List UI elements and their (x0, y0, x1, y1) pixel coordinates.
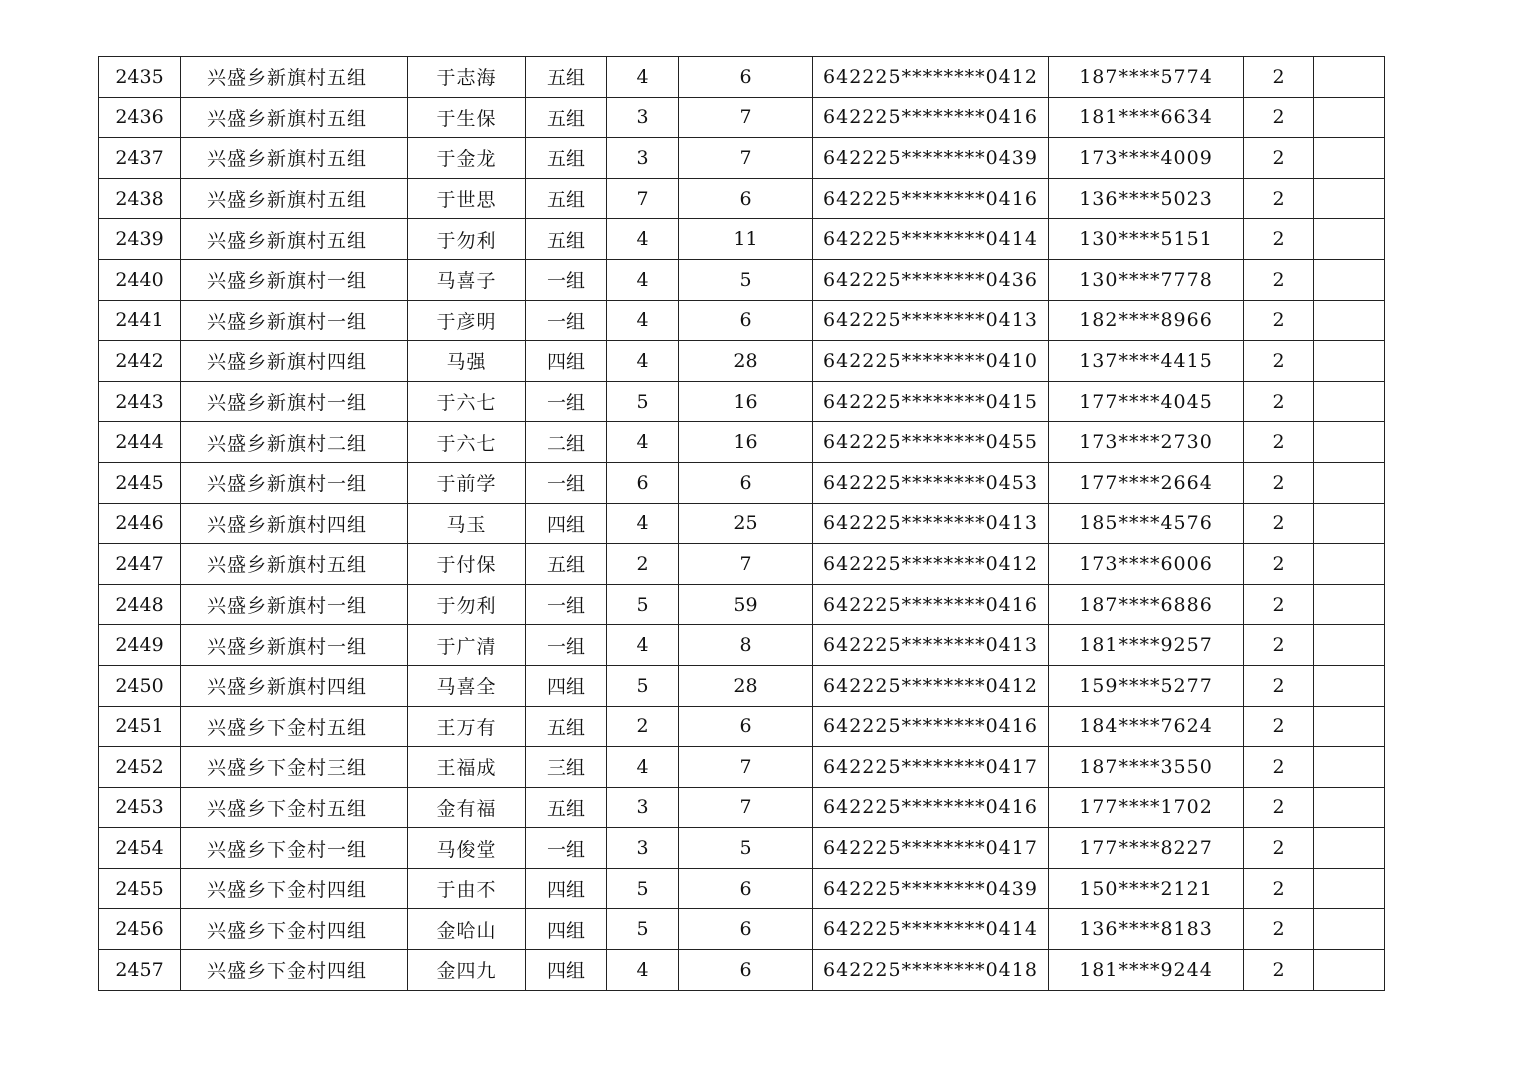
cell-address: 兴盛乡新旗村一组 (181, 584, 408, 625)
cell-count: 4 (607, 422, 679, 463)
cell-phone: 136****5023 (1049, 178, 1244, 219)
cell-note (1314, 503, 1385, 544)
cell-level: 2 (1244, 462, 1314, 503)
cell-id-number: 642225********0439 (813, 138, 1049, 179)
cell-serial-number: 2438 (99, 178, 181, 219)
cell-phone: 181****9244 (1049, 950, 1244, 991)
table-row (99, 300, 1385, 341)
cell-name: 马玉 (408, 503, 526, 544)
cell-count: 5 (607, 584, 679, 625)
cell-years: 6 (679, 868, 813, 909)
cell-serial-number: 2445 (99, 462, 181, 503)
cell-address: 兴盛乡新旗村四组 (181, 665, 408, 706)
table-row (99, 544, 1385, 585)
cell-address: 兴盛乡下金村一组 (181, 828, 408, 869)
cell-name: 王万有 (408, 706, 526, 747)
cell-group: 四组 (526, 909, 607, 950)
cell-years: 59 (679, 584, 813, 625)
cell-note (1314, 787, 1385, 828)
cell-id-number: 642225********0417 (813, 828, 1049, 869)
cell-group: 四组 (526, 665, 607, 706)
table-row (99, 219, 1385, 260)
table-row (99, 259, 1385, 300)
cell-id-number: 642225********0410 (813, 341, 1049, 382)
cell-address: 兴盛乡新旗村五组 (181, 178, 408, 219)
cell-level: 2 (1244, 259, 1314, 300)
cell-note (1314, 259, 1385, 300)
cell-id-number: 642225********0412 (813, 57, 1049, 98)
cell-address: 兴盛乡下金村三组 (181, 747, 408, 788)
cell-serial-number: 2436 (99, 97, 181, 138)
cell-address: 兴盛乡新旗村五组 (181, 138, 408, 179)
cell-address: 兴盛乡新旗村五组 (181, 219, 408, 260)
cell-id-number: 642225********0412 (813, 665, 1049, 706)
table-row (99, 462, 1385, 503)
cell-group: 二组 (526, 422, 607, 463)
cell-serial-number: 2435 (99, 57, 181, 98)
cell-note (1314, 422, 1385, 463)
table-row (99, 381, 1385, 422)
table-row (99, 828, 1385, 869)
cell-address: 兴盛乡新旗村五组 (181, 97, 408, 138)
cell-name: 金有福 (408, 787, 526, 828)
cell-phone: 184****7624 (1049, 706, 1244, 747)
cell-phone: 182****8966 (1049, 300, 1244, 341)
cell-group: 一组 (526, 259, 607, 300)
cell-count: 4 (607, 259, 679, 300)
cell-level: 2 (1244, 787, 1314, 828)
cell-serial-number: 2450 (99, 665, 181, 706)
cell-level: 2 (1244, 381, 1314, 422)
cell-level: 2 (1244, 950, 1314, 991)
cell-id-number: 642225********0439 (813, 868, 1049, 909)
cell-serial-number: 2446 (99, 503, 181, 544)
cell-group: 三组 (526, 747, 607, 788)
cell-phone: 177****2664 (1049, 462, 1244, 503)
cell-level: 2 (1244, 341, 1314, 382)
cell-group: 四组 (526, 341, 607, 382)
cell-phone: 130****5151 (1049, 219, 1244, 260)
cell-name: 于六七 (408, 422, 526, 463)
table-row (99, 950, 1385, 991)
cell-years: 5 (679, 828, 813, 869)
cell-count: 3 (607, 97, 679, 138)
cell-name: 马俊堂 (408, 828, 526, 869)
cell-id-number: 642225********0412 (813, 544, 1049, 585)
cell-serial-number: 2442 (99, 341, 181, 382)
cell-level: 2 (1244, 422, 1314, 463)
cell-count: 4 (607, 300, 679, 341)
cell-id-number: 642225********0416 (813, 178, 1049, 219)
cell-count: 2 (607, 544, 679, 585)
cell-years: 7 (679, 97, 813, 138)
cell-address: 兴盛乡新旗村一组 (181, 462, 408, 503)
cell-group: 五组 (526, 97, 607, 138)
table-row (99, 584, 1385, 625)
cell-address: 兴盛乡新旗村一组 (181, 625, 408, 666)
cell-phone: 177****4045 (1049, 381, 1244, 422)
cell-name: 于前学 (408, 462, 526, 503)
cell-phone: 130****7778 (1049, 259, 1244, 300)
cell-level: 2 (1244, 57, 1314, 98)
cell-serial-number: 2449 (99, 625, 181, 666)
cell-phone: 177****8227 (1049, 828, 1244, 869)
cell-years: 6 (679, 57, 813, 98)
cell-note (1314, 584, 1385, 625)
table-row (99, 138, 1385, 179)
cell-address: 兴盛乡新旗村四组 (181, 341, 408, 382)
cell-level: 2 (1244, 868, 1314, 909)
cell-group: 五组 (526, 219, 607, 260)
cell-count: 4 (607, 219, 679, 260)
cell-count: 4 (607, 503, 679, 544)
cell-note (1314, 544, 1385, 585)
cell-name: 马喜全 (408, 665, 526, 706)
table-row (99, 341, 1385, 382)
cell-count: 5 (607, 665, 679, 706)
cell-note (1314, 300, 1385, 341)
cell-serial-number: 2453 (99, 787, 181, 828)
cell-group: 一组 (526, 462, 607, 503)
cell-group: 四组 (526, 950, 607, 991)
cell-address: 兴盛乡下金村五组 (181, 706, 408, 747)
table-row (99, 503, 1385, 544)
cell-group: 一组 (526, 381, 607, 422)
cell-years: 25 (679, 503, 813, 544)
cell-note (1314, 747, 1385, 788)
cell-note (1314, 341, 1385, 382)
cell-note (1314, 625, 1385, 666)
cell-phone: 173****6006 (1049, 544, 1244, 585)
cell-serial-number: 2455 (99, 868, 181, 909)
cell-note (1314, 57, 1385, 98)
cell-level: 2 (1244, 909, 1314, 950)
cell-years: 7 (679, 787, 813, 828)
cell-level: 2 (1244, 828, 1314, 869)
cell-id-number: 642225********0455 (813, 422, 1049, 463)
cell-address: 兴盛乡新旗村一组 (181, 381, 408, 422)
cell-note (1314, 706, 1385, 747)
cell-name: 马喜子 (408, 259, 526, 300)
cell-level: 2 (1244, 300, 1314, 341)
cell-group: 五组 (526, 706, 607, 747)
cell-serial-number: 2441 (99, 300, 181, 341)
cell-id-number: 642225********0416 (813, 97, 1049, 138)
cell-phone: 185****4576 (1049, 503, 1244, 544)
cell-name: 于彦明 (408, 300, 526, 341)
cell-serial-number: 2454 (99, 828, 181, 869)
table-row (99, 665, 1385, 706)
cell-years: 7 (679, 747, 813, 788)
cell-count: 4 (607, 341, 679, 382)
cell-note (1314, 665, 1385, 706)
records-table-body (99, 57, 1385, 991)
records-table (98, 56, 1385, 991)
cell-note (1314, 178, 1385, 219)
cell-group: 五组 (526, 544, 607, 585)
cell-count: 5 (607, 381, 679, 422)
cell-phone: 173****4009 (1049, 138, 1244, 179)
cell-count: 5 (607, 909, 679, 950)
table-row (99, 787, 1385, 828)
cell-phone: 177****1702 (1049, 787, 1244, 828)
cell-years: 6 (679, 706, 813, 747)
cell-years: 6 (679, 950, 813, 991)
cell-address: 兴盛乡新旗村四组 (181, 503, 408, 544)
cell-phone: 187****5774 (1049, 57, 1244, 98)
cell-address: 兴盛乡新旗村五组 (181, 57, 408, 98)
cell-serial-number: 2456 (99, 909, 181, 950)
cell-serial-number: 2447 (99, 544, 181, 585)
cell-count: 3 (607, 828, 679, 869)
cell-years: 7 (679, 544, 813, 585)
cell-phone: 137****4415 (1049, 341, 1244, 382)
cell-serial-number: 2444 (99, 422, 181, 463)
cell-level: 2 (1244, 503, 1314, 544)
cell-id-number: 642225********0414 (813, 909, 1049, 950)
cell-id-number: 642225********0413 (813, 503, 1049, 544)
cell-phone: 136****8183 (1049, 909, 1244, 950)
cell-name: 于由不 (408, 868, 526, 909)
cell-name: 于六七 (408, 381, 526, 422)
cell-years: 16 (679, 422, 813, 463)
cell-serial-number: 2457 (99, 950, 181, 991)
table-row (99, 747, 1385, 788)
cell-note (1314, 97, 1385, 138)
cell-name: 金四九 (408, 950, 526, 991)
table-row (99, 422, 1385, 463)
cell-address: 兴盛乡下金村四组 (181, 868, 408, 909)
cell-note (1314, 381, 1385, 422)
cell-phone: 173****2730 (1049, 422, 1244, 463)
cell-level: 2 (1244, 747, 1314, 788)
cell-name: 于勿利 (408, 584, 526, 625)
cell-phone: 181****9257 (1049, 625, 1244, 666)
cell-note (1314, 868, 1385, 909)
cell-id-number: 642225********0416 (813, 787, 1049, 828)
cell-serial-number: 2452 (99, 747, 181, 788)
table-row (99, 868, 1385, 909)
cell-name: 于世思 (408, 178, 526, 219)
cell-years: 8 (679, 625, 813, 666)
cell-count: 3 (607, 138, 679, 179)
cell-level: 2 (1244, 97, 1314, 138)
cell-note (1314, 219, 1385, 260)
cell-years: 11 (679, 219, 813, 260)
cell-group: 四组 (526, 503, 607, 544)
cell-group: 四组 (526, 868, 607, 909)
cell-note (1314, 950, 1385, 991)
cell-serial-number: 2437 (99, 138, 181, 179)
cell-id-number: 642225********0416 (813, 706, 1049, 747)
table-row (99, 97, 1385, 138)
cell-id-number: 642225********0413 (813, 625, 1049, 666)
cell-id-number: 642225********0436 (813, 259, 1049, 300)
cell-years: 7 (679, 138, 813, 179)
cell-count: 5 (607, 868, 679, 909)
cell-years: 28 (679, 341, 813, 382)
cell-level: 2 (1244, 178, 1314, 219)
cell-id-number: 642225********0413 (813, 300, 1049, 341)
cell-count: 7 (607, 178, 679, 219)
cell-serial-number: 2439 (99, 219, 181, 260)
cell-id-number: 642225********0414 (813, 219, 1049, 260)
cell-group: 五组 (526, 178, 607, 219)
cell-level: 2 (1244, 625, 1314, 666)
cell-phone: 159****5277 (1049, 665, 1244, 706)
cell-group: 五组 (526, 787, 607, 828)
cell-count: 2 (607, 706, 679, 747)
cell-years: 6 (679, 909, 813, 950)
cell-years: 28 (679, 665, 813, 706)
cell-address: 兴盛乡下金村四组 (181, 909, 408, 950)
cell-address: 兴盛乡新旗村一组 (181, 300, 408, 341)
cell-level: 2 (1244, 219, 1314, 260)
cell-name: 于金龙 (408, 138, 526, 179)
cell-name: 于生保 (408, 97, 526, 138)
cell-id-number: 642225********0416 (813, 584, 1049, 625)
cell-note (1314, 909, 1385, 950)
table-row (99, 909, 1385, 950)
cell-name: 马强 (408, 341, 526, 382)
cell-count: 6 (607, 462, 679, 503)
cell-address: 兴盛乡下金村四组 (181, 950, 408, 991)
cell-name: 于勿利 (408, 219, 526, 260)
cell-serial-number: 2451 (99, 706, 181, 747)
cell-count: 3 (607, 787, 679, 828)
cell-years: 5 (679, 259, 813, 300)
cell-group: 五组 (526, 57, 607, 98)
cell-group: 一组 (526, 300, 607, 341)
cell-serial-number: 2443 (99, 381, 181, 422)
cell-years: 6 (679, 300, 813, 341)
cell-level: 2 (1244, 544, 1314, 585)
cell-years: 16 (679, 381, 813, 422)
cell-level: 2 (1244, 138, 1314, 179)
cell-id-number: 642225********0453 (813, 462, 1049, 503)
cell-years: 6 (679, 462, 813, 503)
cell-id-number: 642225********0418 (813, 950, 1049, 991)
table-row (99, 178, 1385, 219)
cell-level: 2 (1244, 706, 1314, 747)
cell-phone: 181****6634 (1049, 97, 1244, 138)
table-row (99, 706, 1385, 747)
cell-years: 6 (679, 178, 813, 219)
cell-group: 一组 (526, 828, 607, 869)
cell-id-number: 642225********0415 (813, 381, 1049, 422)
cell-address: 兴盛乡新旗村五组 (181, 544, 408, 585)
cell-phone: 187****6886 (1049, 584, 1244, 625)
cell-name: 于广清 (408, 625, 526, 666)
cell-name: 王福成 (408, 747, 526, 788)
cell-group: 一组 (526, 625, 607, 666)
cell-phone: 150****2121 (1049, 868, 1244, 909)
cell-serial-number: 2440 (99, 259, 181, 300)
table-row (99, 625, 1385, 666)
cell-address: 兴盛乡新旗村一组 (181, 259, 408, 300)
cell-group: 五组 (526, 138, 607, 179)
cell-note (1314, 828, 1385, 869)
cell-level: 2 (1244, 584, 1314, 625)
cell-group: 一组 (526, 584, 607, 625)
cell-level: 2 (1244, 665, 1314, 706)
cell-note (1314, 462, 1385, 503)
cell-serial-number: 2448 (99, 584, 181, 625)
cell-name: 于志海 (408, 57, 526, 98)
cell-count: 4 (607, 57, 679, 98)
table-row (99, 57, 1385, 98)
cell-address: 兴盛乡新旗村二组 (181, 422, 408, 463)
cell-address: 兴盛乡下金村五组 (181, 787, 408, 828)
cell-count: 4 (607, 625, 679, 666)
cell-name: 于付保 (408, 544, 526, 585)
cell-phone: 187****3550 (1049, 747, 1244, 788)
cell-id-number: 642225********0417 (813, 747, 1049, 788)
cell-count: 4 (607, 950, 679, 991)
cell-name: 金哈山 (408, 909, 526, 950)
cell-count: 4 (607, 747, 679, 788)
cell-note (1314, 138, 1385, 179)
